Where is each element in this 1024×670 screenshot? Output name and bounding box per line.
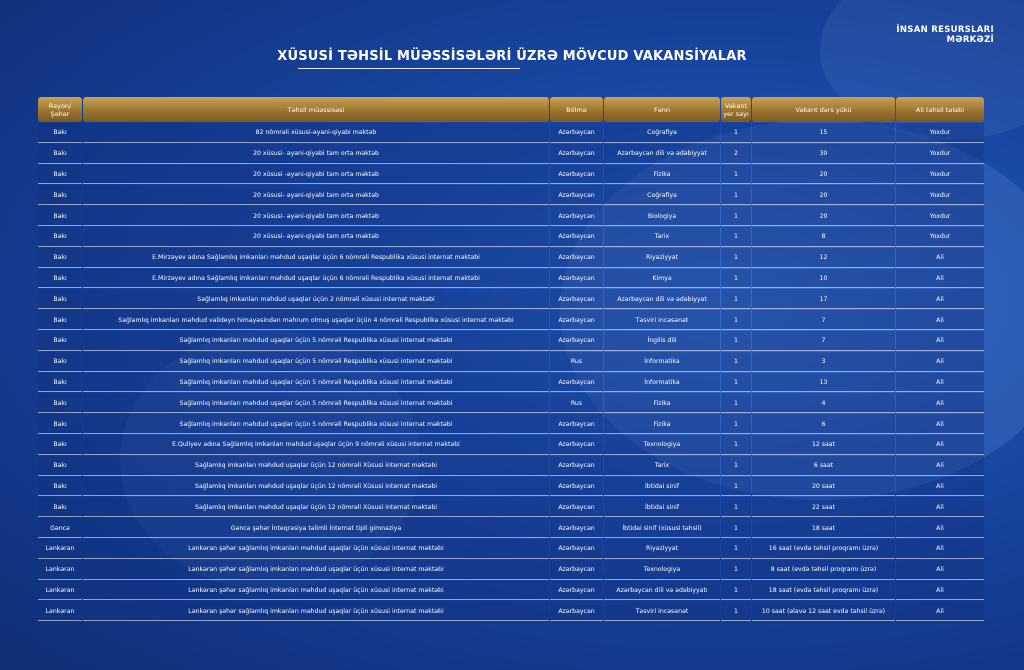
table-row (38, 289, 984, 309)
cell-section: Azərbaycan (550, 435, 603, 455)
cell-district: Bakı (38, 289, 82, 309)
table-row (38, 414, 984, 434)
cell-vacant-load: 20 (752, 185, 895, 205)
cell-institution: E.Mirzəyev adına Sağlamlıq imkanları məhdud uşaqlar üçün 6 nömrəli Respublika xüsusi internat məktəbi (83, 269, 549, 289)
cell-higher-education: Yoxdur (896, 144, 984, 164)
cell-vacant-count: 1 (721, 435, 751, 455)
cell-vacant-count: 1 (721, 206, 751, 226)
cell-higher-education: Ali (896, 331, 984, 351)
cell-subject: İbtidai sinif (xüsusi təhsil) (604, 518, 720, 538)
cell-section: Azərbaycan (550, 269, 603, 289)
cell-section: Azərbaycan (550, 289, 603, 309)
cell-vacant-load: 30 (752, 144, 895, 164)
table-row (38, 518, 984, 538)
cell-section: Azərbaycan (550, 560, 603, 580)
cell-institution: Lənkəran şəhər sağlamlıq imkanları məhdud uşaqlar üçün xüsusi internat məktəbi (83, 601, 549, 621)
cell-subject: Texnologiya (604, 435, 720, 455)
cell-vacant-load: 8 (752, 227, 895, 247)
table-row (38, 123, 984, 143)
cell-district: Lənkəran (38, 539, 82, 559)
cell-district: Lənkəran (38, 560, 82, 580)
table-row (38, 352, 984, 372)
cell-subject: Kimya (604, 269, 720, 289)
cell-subject: Təsviri incəsənət (604, 601, 720, 621)
cell-vacant-load: 20 (752, 165, 895, 185)
cell-district: Bakı (38, 373, 82, 393)
cell-vacant-load: 10 saat (əlavə 12 saat evdə təhsil üzrə) (752, 601, 895, 621)
cell-vacant-load: 4 (752, 393, 895, 413)
cell-section: Azərbaycan (550, 414, 603, 434)
cell-subject: Riyaziyyat (604, 248, 720, 268)
table-row (38, 477, 984, 497)
cell-subject: Təsviri incəsənət (604, 310, 720, 330)
cell-higher-education: Yoxdur (896, 206, 984, 226)
cell-section: Azərbaycan (550, 206, 603, 226)
cell-higher-education: Ali (896, 393, 984, 413)
cell-district: Bakı (38, 144, 82, 164)
cell-institution: 20 xüsusi- əyani-qiyabi tam orta məktəb (83, 227, 549, 247)
cell-subject: Biologiya (604, 206, 720, 226)
cell-institution: Sağlamlıq imkanları məhdud uşaqlar üçün 5 nömrəli Respublika xüsusi internat məktəbi (83, 352, 549, 372)
cell-vacant-load: 18 saat (752, 518, 895, 538)
cell-vacant-load: 7 (752, 331, 895, 351)
cell-vacant-load: 16 saat (evdə təhsil proqramı üzrə) (752, 539, 895, 559)
cell-vacant-count: 1 (721, 227, 751, 247)
cell-higher-education: Ali (896, 560, 984, 580)
cell-vacant-load: 13 (752, 373, 895, 393)
cell-subject: Azərbaycan dili və ədəbiyyatı (604, 581, 720, 601)
cell-institution: Sağlamlıq imkanları məhdud uşaqlar üçün 12 nömrəli Xüsusi internat məktəbi (83, 497, 549, 517)
table-row (38, 435, 984, 455)
cell-section: Azərbaycan (550, 123, 603, 143)
cell-subject: Tarix (604, 227, 720, 247)
cell-institution: Lənkəran şəhər sağlamlıq imkanları məhdud uşaqlar üçün xüsusi internat məktəbi (83, 581, 549, 601)
cell-section: Azərbaycan (550, 539, 603, 559)
cell-vacant-count: 1 (721, 601, 751, 621)
cell-vacant-count: 1 (721, 518, 751, 538)
cell-vacant-load: 8 saat (evdə təhsil proqramı üzrə) (752, 560, 895, 580)
cell-vacant-count: 1 (721, 185, 751, 205)
cell-vacant-load: 15 (752, 123, 895, 143)
cell-higher-education: Ali (896, 310, 984, 330)
cell-subject: Fizika (604, 393, 720, 413)
cell-subject: İnformatika (604, 373, 720, 393)
table-row (38, 393, 984, 413)
cell-vacant-load: 20 (752, 206, 895, 226)
cell-higher-education: Ali (896, 581, 984, 601)
cell-section: Azərbaycan (550, 331, 603, 351)
table-row (38, 248, 984, 268)
cell-vacant-count: 1 (721, 497, 751, 517)
cell-district: Bakı (38, 269, 82, 289)
cell-district: Lənkəran (38, 581, 82, 601)
cell-vacant-count: 1 (721, 248, 751, 268)
cell-institution: Sağlamlıq imkanları məhdud uşaqlar üçün 5 nömrəli Respublika xüsusi internat məktəbi (83, 393, 549, 413)
organization-name (896, 25, 994, 45)
header-district: Rayon/Şəhər (38, 97, 82, 122)
cell-vacant-count: 1 (721, 477, 751, 497)
cell-higher-education: Ali (896, 352, 984, 372)
header-higher-education: Ali təhsil tələbi (896, 97, 984, 122)
cell-district: Bakı (38, 310, 82, 330)
cell-institution: 20 xüsusi- əyani-qiyabi tam orta məktəb (83, 185, 549, 205)
table-row (38, 269, 984, 289)
cell-district: Bakı (38, 497, 82, 517)
cell-higher-education: Yoxdur (896, 123, 984, 143)
cell-higher-education: Yoxdur (896, 165, 984, 185)
cell-higher-education: Ali (896, 456, 984, 476)
header-institution: Təhsil müəssisəsi (83, 97, 549, 122)
cell-subject: İngilis dili (604, 331, 720, 351)
cell-vacant-count: 2 (721, 144, 751, 164)
table-row (38, 331, 984, 351)
cell-section: Azərbaycan (550, 373, 603, 393)
cell-vacant-load: 6 (752, 414, 895, 434)
cell-institution: Lənkəran şəhər sağlamlıq imkanları məhdud uşaqlar üçün xüsusi internat məktəbi (83, 560, 549, 580)
cell-section: Azərbaycan (550, 477, 603, 497)
cell-vacant-load: 10 (752, 269, 895, 289)
cell-vacant-count: 1 (721, 539, 751, 559)
cell-district: Bakı (38, 435, 82, 455)
cell-higher-education: Ali (896, 477, 984, 497)
cell-subject: Fizika (604, 165, 720, 185)
cell-institution: 82 nömrəli xüsusi-əyani-qiyabi məktəb (83, 123, 549, 143)
cell-institution: 20 xüsusi- əyani-qiyabi tam orta məktəb (83, 144, 549, 164)
cell-district: Bakı (38, 331, 82, 351)
table-row (38, 560, 984, 580)
cell-vacant-count: 1 (721, 352, 751, 372)
cell-subject: Fizika (604, 414, 720, 434)
cell-institution: Sağlamlıq imkanları məhdud uşaqlar üçün 5 nömrəli Respublika xüsusi internat məktəbi (83, 414, 549, 434)
cell-institution: Sağlamlıq imkanları məhdud valideyn himayəsindən məhrum olmuş uşaqlar üçün 4 nömrəli Respublika xüsusi internat məktəbi (83, 310, 549, 330)
cell-higher-education: Ali (896, 289, 984, 309)
cell-section: Azərbaycan (550, 310, 603, 330)
cell-higher-education: Yoxdur (896, 227, 984, 247)
cell-institution: E.Mirzəyev adına Sağlamlıq imkanları məhdud uşaqlar üçün 6 nömrəli Respublika xüsusi internat məktəbi (83, 248, 549, 268)
cell-institution: Sağlamlıq imkanları məhdud uşaqlar üçün 2 nömrəli xüsusi internat məktəbi (83, 289, 549, 309)
table-row (38, 310, 984, 330)
table-row (38, 497, 984, 517)
cell-district: Bakı (38, 414, 82, 434)
table-header-row (38, 97, 984, 122)
page-title: XÜSUSİ TƏHSİL MÜƏSSİSƏLƏRİ ÜZRƏ MÖVCUD VAKANSİYALAR (277, 49, 747, 64)
cell-district: Bakı (38, 227, 82, 247)
cell-vacant-count: 1 (721, 393, 751, 413)
table-row (38, 185, 984, 205)
cell-higher-education: Yoxdur (896, 185, 984, 205)
cell-district: Bakı (38, 185, 82, 205)
cell-section: Azərbaycan (550, 581, 603, 601)
cell-institution: Lənkəran şəhər sağlamlıq imkanları məhdud uşaqlar üçün xüsusi internat məktəbi (83, 539, 549, 559)
cell-district: Bakı (38, 456, 82, 476)
table-row (38, 206, 984, 226)
cell-higher-education: Ali (896, 518, 984, 538)
table-row (38, 601, 984, 621)
cell-vacant-load: 20 saat (752, 477, 895, 497)
cell-vacant-count: 1 (721, 560, 751, 580)
cell-subject: Texnologiya (604, 560, 720, 580)
table-body (38, 123, 984, 621)
cell-vacant-load: 18 saat (evdə təhsil proqramı üzrə) (752, 581, 895, 601)
cell-institution: Gəncə şəhər İnteqrasiya təlimli İnternat tipli gimnaziya (83, 518, 549, 538)
cell-vacant-load: 6 saat (752, 456, 895, 476)
cell-section: Rus (550, 352, 603, 372)
cell-higher-education: Ali (896, 497, 984, 517)
cell-vacant-load: 7 (752, 310, 895, 330)
cell-institution: Sağlamlıq imkanları məhdud uşaqlar üçün 12 nömrəli Xüsusi internat məktəbi (83, 477, 549, 497)
table-row (38, 144, 984, 164)
vacancies-table (37, 96, 985, 622)
header-section: Bölmə (550, 97, 603, 122)
cell-higher-education: Ali (896, 539, 984, 559)
cell-higher-education: Ali (896, 414, 984, 434)
table-row (38, 227, 984, 247)
cell-institution: Sağlamlıq imkanları məhdud uşaqlar üçün 5 nömrəli Respublika xüsusi internat məktəbi (83, 373, 549, 393)
cell-subject: Coğrafiya (604, 185, 720, 205)
cell-district: Bakı (38, 206, 82, 226)
cell-institution: Sağlamlıq imkanları məhdud uşaqlar üçün 12 nömrəli Xüsusi internat məktəbi (83, 456, 549, 476)
cell-subject: Azərbaycan dili və ədəbiyyat (604, 144, 720, 164)
cell-district: Bakı (38, 123, 82, 143)
cell-vacant-count: 1 (721, 289, 751, 309)
cell-vacant-load: 22 saat (752, 497, 895, 517)
header-vacant-load: Vakant dərs yükü (752, 97, 895, 122)
cell-section: Azərbaycan (550, 227, 603, 247)
cell-section: Azərbaycan (550, 165, 603, 185)
cell-institution: E.Quliyev adına Sağlamlıq imkanları məhdud uşaqlar üçün 9 nömrəli xüsusi internat məktəbi (83, 435, 549, 455)
cell-subject: İnformatika (604, 352, 720, 372)
header-subject: Fənn (604, 97, 720, 122)
cell-vacant-count: 1 (721, 581, 751, 601)
cell-subject: İbtidai sinif (604, 477, 720, 497)
cell-section: Azərbaycan (550, 601, 603, 621)
cell-subject: Coğrafiya (604, 123, 720, 143)
table-row (38, 539, 984, 559)
cell-district: Bakı (38, 393, 82, 413)
cell-institution: 20 xüsusi- əyani-qiyabi tam orta məktəb (83, 206, 549, 226)
cell-section: Azərbaycan (550, 456, 603, 476)
cell-district: Bakı (38, 477, 82, 497)
cell-institution: 20 xüsusi -əyani-qiyabi tam orta məktəb (83, 165, 549, 185)
cell-institution: Sağlamlıq imkanları məhdud uşaqlar üçün 5 nömrəli Respublika xüsusi internat məktəbi (83, 331, 549, 351)
cell-district: Lənkəran (38, 601, 82, 621)
cell-subject: Azərbaycan dili və ədəbiyyat (604, 289, 720, 309)
cell-vacant-count: 1 (721, 269, 751, 289)
cell-section: Azərbaycan (550, 144, 603, 164)
cell-higher-education: Ali (896, 601, 984, 621)
cell-subject: Tarix (604, 456, 720, 476)
cell-vacant-load: 12 (752, 248, 895, 268)
cell-vacant-count: 1 (721, 373, 751, 393)
cell-vacant-load: 17 (752, 289, 895, 309)
cell-vacant-count: 1 (721, 414, 751, 434)
table-row (38, 373, 984, 393)
cell-higher-education: Ali (896, 373, 984, 393)
table-row (38, 165, 984, 185)
cell-section: Azərbaycan (550, 248, 603, 268)
cell-vacant-count: 1 (721, 331, 751, 351)
cell-section: Rus (550, 393, 603, 413)
table-row (38, 456, 984, 476)
cell-higher-education: Ali (896, 435, 984, 455)
cell-higher-education: Ali (896, 269, 984, 289)
cell-subject: İbtidai sinif (604, 497, 720, 517)
cell-vacant-count: 1 (721, 165, 751, 185)
cell-vacant-count: 1 (721, 123, 751, 143)
cell-district: Bakı (38, 248, 82, 268)
table-row (38, 581, 984, 601)
cell-district: Bakı (38, 352, 82, 372)
organization-name-line: İNSAN RESURSLARI (896, 25, 994, 35)
cell-district: Bakı (38, 165, 82, 185)
cell-vacant-count: 1 (721, 456, 751, 476)
cell-vacant-count: 1 (721, 310, 751, 330)
cell-district: Gəncə (38, 518, 82, 538)
cell-subject: Riyaziyyat (604, 539, 720, 559)
cell-vacant-load: 3 (752, 352, 895, 372)
cell-section: Azərbaycan (550, 185, 603, 205)
organization-name-line: MƏRKƏZİ (946, 35, 994, 45)
cell-higher-education: Ali (896, 248, 984, 268)
cell-section: Azərbaycan (550, 518, 603, 538)
cell-section: Azərbaycan (550, 497, 603, 517)
cell-vacant-load: 12 saat (752, 435, 895, 455)
header-vacant-count: Vakant yer sayı (721, 97, 751, 122)
title-underline (298, 68, 520, 69)
